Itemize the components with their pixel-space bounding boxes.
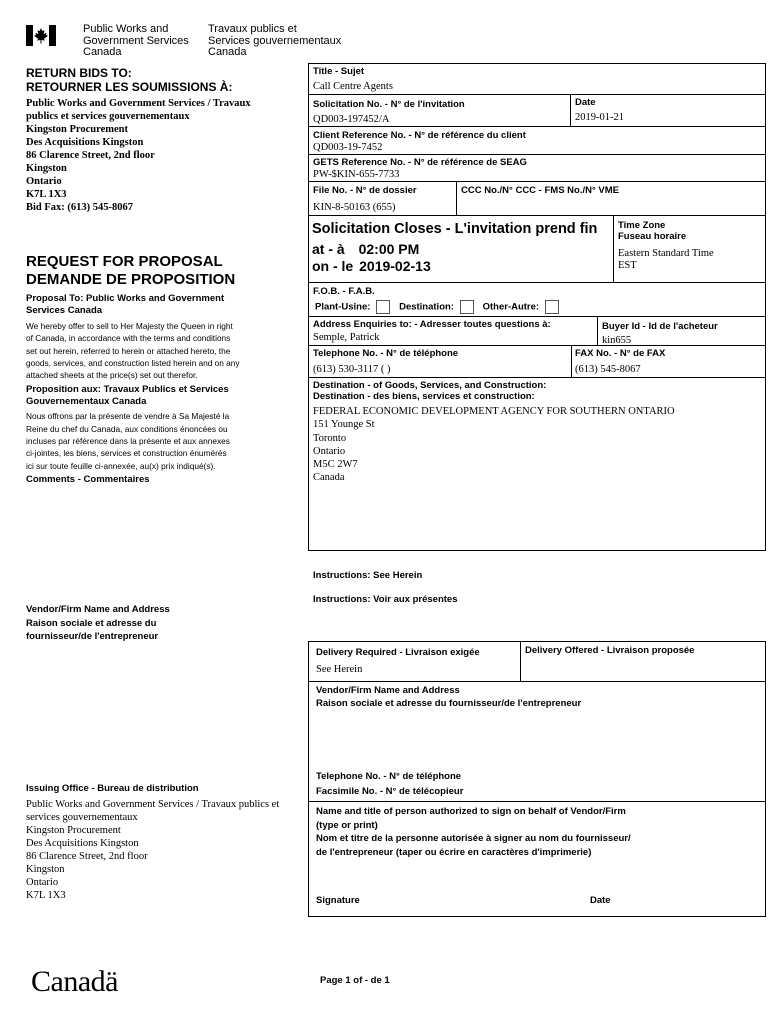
address-line: Kingston xyxy=(26,163,67,174)
dept-en-line: Government Services xyxy=(83,34,189,47)
destination-checkbox[interactable] xyxy=(460,300,474,314)
offer-fr-line: ci-jointes, les biens, services et construction énumérés xyxy=(26,448,227,459)
fob-label: F.O.B. - F.A.B. xyxy=(313,286,375,297)
vendor-phone-label: Telephone No. - N° de téléphone xyxy=(316,771,462,782)
destination-line: Toronto xyxy=(313,432,347,444)
file-number-label: File No. - N° de dossier xyxy=(313,185,417,196)
file-number-field xyxy=(313,185,417,214)
issuing-office-label: Issuing Office - Bureau de distribution xyxy=(26,783,199,794)
title-field xyxy=(313,66,393,93)
proposal-to-line: Proposal To: Public Works and Government xyxy=(26,293,225,304)
offer-en-line: We hereby offer to sell to Her Majesty the Queen in right xyxy=(26,321,233,331)
plant-checkbox[interactable] xyxy=(376,300,390,314)
plant-label: Plant-Usine: xyxy=(315,301,371,313)
fax-field xyxy=(575,348,665,376)
address-line: Public Works and Government Services / Travaux xyxy=(26,98,251,109)
destination-label-fr: Destination - des biens, services et construction: xyxy=(313,391,535,402)
destination-label: Destination: xyxy=(399,301,454,313)
proposal-text-block xyxy=(26,293,298,486)
client-reference-value: QD003-19-7452 xyxy=(313,142,383,153)
dept-en-line: Canada xyxy=(83,46,122,58)
vendor-contact-field xyxy=(316,771,463,797)
address-line: Ontario xyxy=(26,176,62,187)
vendor-name-label-fr: Raison sociale et adresse du fournisseur/de l'entrepreneur xyxy=(316,698,582,709)
canada-wordmark: Canadä xyxy=(31,965,118,998)
fax-label: FAX No. - N° de FAX xyxy=(575,348,666,359)
gets-reference-label: GETS Reference No. - N° de référence de SEAG xyxy=(313,157,527,168)
on-label: on - le xyxy=(312,258,354,274)
delivery-required-field xyxy=(316,647,480,676)
time-zone-label: Time Zone xyxy=(618,220,666,231)
gets-reference-value: PW-$KIN-655-7733 xyxy=(313,169,400,180)
buyer-id-field xyxy=(602,321,718,347)
vendor-left-line: Vendor/Firm Name and Address xyxy=(26,604,170,615)
offer-en-line: attached sheets at the price(s) set out therefor. xyxy=(26,370,198,381)
address-line: K7L 1X3 xyxy=(26,189,67,200)
buyer-id-value: kin655 xyxy=(602,335,632,346)
gets-reference-field xyxy=(313,157,527,181)
vendor-name-label-en: Vendor/Firm Name and Address xyxy=(316,685,460,696)
title-value: Call Centre Agents xyxy=(313,81,393,92)
offer-fr-line: incluses par référence dans la présente et aux annexes xyxy=(26,436,230,447)
issuing-office-address xyxy=(26,798,304,902)
address-line: Ontario xyxy=(26,877,59,888)
destination-line: M5C 2W7 xyxy=(313,459,358,471)
address-line: publics et services gouvernementaux xyxy=(26,111,190,122)
destination-field xyxy=(313,380,675,485)
time-zone-label-fr: Fuseau horaire xyxy=(618,231,687,242)
signature-date-label: Date xyxy=(590,895,611,906)
signer-label-line: de l'entrepreneur (taper ou écrire en caractères d'imprimerie) xyxy=(316,846,592,858)
other-checkbox[interactable] xyxy=(545,300,559,314)
proposition-aux-line: Gouvernementaux Canada xyxy=(26,395,147,407)
time-zone-value: Eastern Standard Time xyxy=(618,248,714,259)
instructions-fr: Instructions: Voir aux présentes xyxy=(313,594,458,605)
solicitation-number-label: Solicitation No. - N° de l'invitation xyxy=(313,99,465,110)
issuing-office-block xyxy=(26,783,304,902)
address-line: Public Works and Government Services / Travaux publics et xyxy=(26,799,280,810)
vendor-fax-label: Facsimile No. - N° de télécopieur xyxy=(316,786,464,797)
dept-fr-line: Canada xyxy=(208,46,247,58)
destination-line: Ontario xyxy=(313,445,346,457)
solicitation-closes-title: Solicitation Closes - L'invitation prend fin xyxy=(312,221,598,237)
offer-text-en xyxy=(26,320,298,381)
bid-fax: Bid Fax: (613) 545-8067 xyxy=(26,202,134,213)
time-zone-field xyxy=(618,220,714,272)
address-line: Kingston xyxy=(26,864,65,875)
date-value: 2019-01-21 xyxy=(575,112,624,123)
dept-fr-line: Travaux publics et xyxy=(208,23,297,35)
request-title-en: REQUEST FOR PROPOSAL xyxy=(26,253,223,270)
proposition-aux-line: Proposition aux: Travaux Publics et Services xyxy=(26,384,229,396)
address-line: services gouvernementaux xyxy=(26,812,138,823)
address-line: 86 Clarence Street, 2nd floor xyxy=(26,150,155,161)
vendor-name-field xyxy=(316,685,581,709)
signer-label-line: Nom et titre de la personne autorisée à signer au nom du fournisseur/ xyxy=(316,833,631,844)
delivery-required-label: Delivery Required - Livraison exigée xyxy=(316,647,480,658)
address-line: Kingston Procurement xyxy=(26,124,128,135)
offer-fr-line: Reine du chef du Canada, aux conditions énoncées ou xyxy=(26,423,228,434)
offer-en-line: goods, services, and construction listed herein and on any xyxy=(26,357,240,368)
proposition-aux-label xyxy=(26,384,298,407)
destination-line: FEDERAL ECONOMIC DEVELOPMENT AGENCY FOR SOUTHERN ONTARIO xyxy=(313,406,675,417)
closing-date-value: 2019-02-13 xyxy=(359,258,431,274)
closing-time-value: 02:00 PM xyxy=(358,241,420,257)
signer-label-line: Name and title of person authorized to sign on behalf of Vendor/Firm xyxy=(316,806,626,817)
enquiries-label: Address Enquiries to: - Adresser toutes questions à: xyxy=(313,319,551,330)
date-label: Date xyxy=(575,97,596,108)
enquiries-field xyxy=(313,319,551,344)
other-label: Other-Autre: xyxy=(482,301,540,313)
signer-label-line: (type or print) xyxy=(316,819,378,831)
vendor-left-line: Raison sociale et adresse du xyxy=(26,617,157,629)
department-name-en xyxy=(83,24,189,59)
return-bids-address xyxy=(26,97,298,214)
proposal-to-line: Services Canada xyxy=(26,304,103,316)
client-reference-label: Client Reference No. - N° de référence du client xyxy=(313,130,526,141)
vendor-left-line: fournisseur/de l'entrepreneur xyxy=(26,631,159,642)
delivery-offered-label: Delivery Offered - Livraison proposée xyxy=(525,645,695,656)
buyer-id-label: Buyer Id - Id de l'acheteur xyxy=(602,321,718,332)
page-number: Page 1 of - de 1 xyxy=(320,975,390,986)
canada-flag-icon xyxy=(26,25,56,46)
offer-en-line: set out herein, referred to herein or attached hereto, the xyxy=(26,345,231,356)
delivery-required-value: See Herein xyxy=(316,664,363,675)
dept-en-line: Public Works and xyxy=(83,23,169,35)
address-line: 86 Clarence Street, 2nd floor xyxy=(26,851,148,862)
destination-label-en: Destination - of Goods, Services, and Construction: xyxy=(313,380,547,391)
phone-label: Telephone No. - N° de téléphone xyxy=(313,348,459,359)
proposal-to-label xyxy=(26,293,298,316)
ccc-number-label: CCC No./N° CCC - FMS No./N° VME xyxy=(461,185,620,196)
closing-time-row xyxy=(312,241,419,258)
return-bids-title-en: RETURN BIDS TO: xyxy=(26,66,132,80)
date-field xyxy=(575,97,624,124)
at-label: at - à xyxy=(312,241,345,257)
return-bids-block xyxy=(26,66,298,214)
fob-field xyxy=(313,286,565,314)
offer-text-fr xyxy=(26,410,298,471)
instructions-en: Instructions: See Herein xyxy=(313,570,423,581)
dept-fr-line: Services gouvernementaux xyxy=(208,34,342,47)
address-line: K7L 1X3 xyxy=(26,890,66,901)
destination-address xyxy=(313,405,675,485)
authorized-signer-field xyxy=(316,805,631,859)
destination-line: Canada xyxy=(313,472,345,484)
address-line: Des Acquisitions Kingston xyxy=(26,838,139,849)
client-reference-field xyxy=(313,130,526,154)
closing-date-row xyxy=(312,258,431,275)
enquiries-value: Semple, Patrick xyxy=(313,332,380,343)
offer-en-line: of Canada, in accordance with the terms and conditions xyxy=(26,333,231,344)
return-bids-title-fr: RETOURNER LES SOUMISSIONS À: xyxy=(26,80,233,94)
comments-label: Comments - Commentaires xyxy=(26,473,150,485)
destination-line: 151 Younge St xyxy=(313,419,375,431)
solicitation-number-value: QD003-197452/A xyxy=(313,114,390,125)
solicitation-number-field xyxy=(313,99,465,126)
time-zone-abbrev: EST xyxy=(618,260,637,271)
department-name-fr xyxy=(208,24,341,59)
phone-field xyxy=(313,348,458,376)
request-title-fr: DEMANDE DE PROPOSITION xyxy=(26,271,236,288)
file-number-value: KIN-8-50163 (655) xyxy=(313,202,396,213)
title-label: Title - Sujet xyxy=(313,66,365,77)
vendor-left-label xyxy=(26,603,170,644)
fax-value: (613) 545-8067 xyxy=(575,364,641,375)
signature-label: Signature xyxy=(316,895,360,906)
phone-value: (613) 530-3117 ( ) xyxy=(313,364,391,375)
offer-fr-line: Nous offrons par la présente de vendre à Sa Majesté la xyxy=(26,411,230,422)
fob-options xyxy=(315,300,565,314)
address-line: Kingston Procurement xyxy=(26,825,121,836)
address-line: Des Acquisitions Kingston xyxy=(26,137,144,148)
offer-fr-line: ici sur toute feuille ci-annexée, au(x) prix indiqué(s). xyxy=(26,460,216,471)
request-title-block xyxy=(26,253,235,289)
